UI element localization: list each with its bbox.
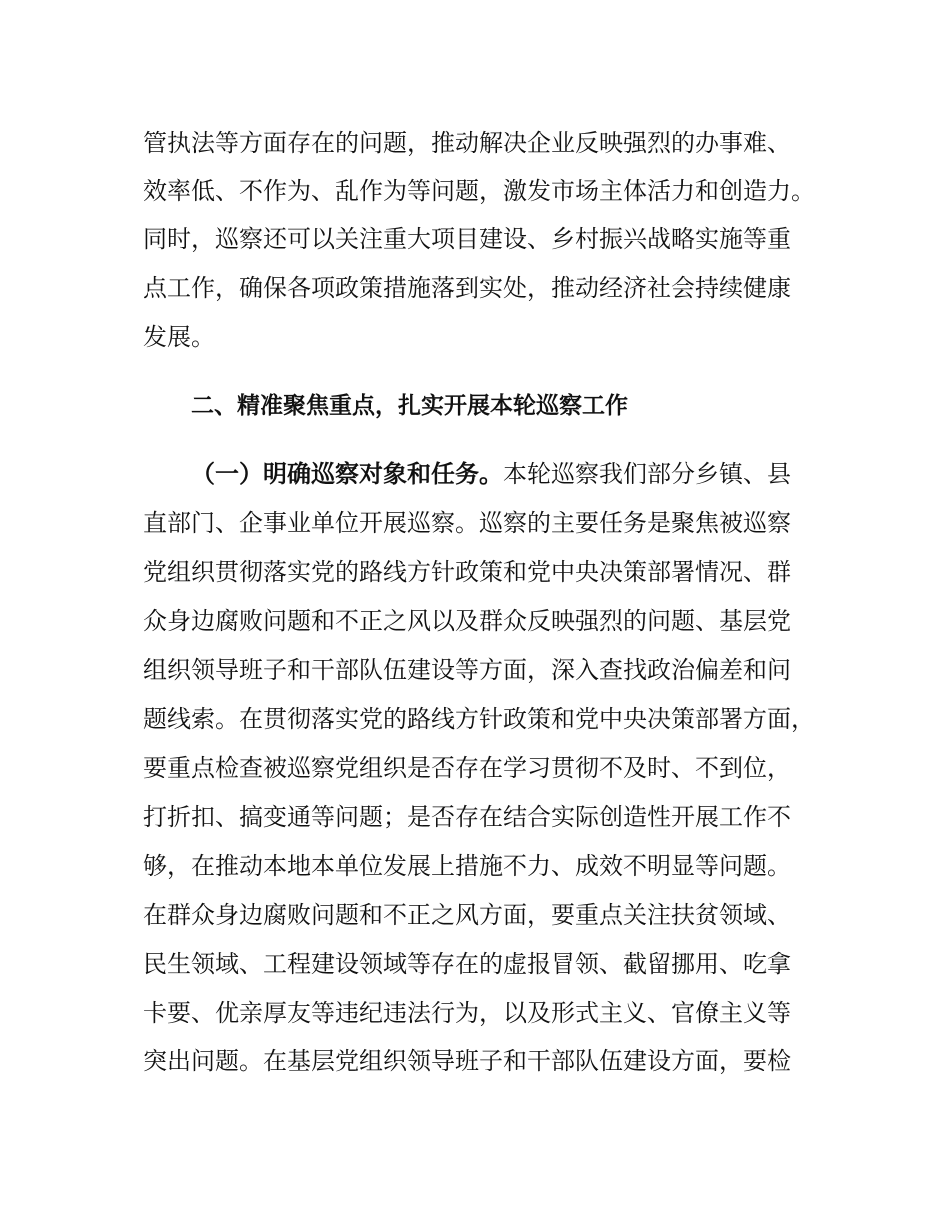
paragraph-line: 要重点检查被巡察党组织是否存在学习贯彻不及时、不到位， (143, 754, 791, 782)
paragraph-line: 党组织贯彻落实党的路线方针政策和党中央决策部署情况、群 (143, 558, 791, 586)
paragraph-line: 组织领导班子和干部队伍建设等方面，深入查找政治偏差和问 (143, 656, 791, 684)
paragraph-line: 管执法等方面存在的问题，推动解决企业反映强烈的办事难、 (143, 129, 791, 157)
paragraph-line: 点工作，确保各项政策措施落到实处，推动经济社会持续健康 (143, 274, 791, 302)
paragraph-line: 够，在推动本地本单位发展上措施不力、成效不明显等问题。 (143, 852, 791, 880)
paragraph-line: 题线索。在贯彻落实党的路线方针政策和党中央决策部署方面， (143, 705, 815, 733)
paragraph-line: 同时，巡察还可以关注重大项目建设、乡村振兴战略实施等重 (143, 225, 791, 253)
subsection-first-line-text: 本轮巡察我们部分乡镇、县 (503, 460, 791, 488)
paragraph-line: 民生领域、工程建设领域等存在的虚报冒领、截留挪用、吃拿 (143, 950, 791, 978)
paragraph-line: 众身边腐败问题和不正之风以及群众反映强烈的问题、基层党 (143, 607, 791, 635)
section-heading: 二、精准聚焦重点，扎实开展本轮巡察工作 (191, 393, 628, 419)
paragraph-line: 在群众身边腐败问题和不正之风方面，要重点关注扶贫领域、 (143, 901, 791, 929)
paragraph-line: 效率低、不作为、乱作为等问题，激发市场主体活力和创造力。 (143, 177, 815, 205)
subsection-first-line (191, 454, 950, 494)
subsection-title: （一）明确巡察对象和任务。 (191, 460, 503, 488)
paragraph-line: 发展。 (143, 323, 215, 351)
paragraph-line: 突出问题。在基层党组织领导班子和干部队伍建设方面，要检 (143, 1047, 791, 1075)
paragraph-line: 直部门、企事业单位开展巡察。巡察的主要任务是聚焦被巡察 (143, 509, 791, 537)
paragraph-line: 打折扣、搞变通等问题；是否存在结合实际创造性开展工作不 (143, 803, 791, 831)
paragraph-line: 卡要、优亲厚友等违纪违法行为，以及形式主义、官僚主义等 (143, 999, 791, 1027)
